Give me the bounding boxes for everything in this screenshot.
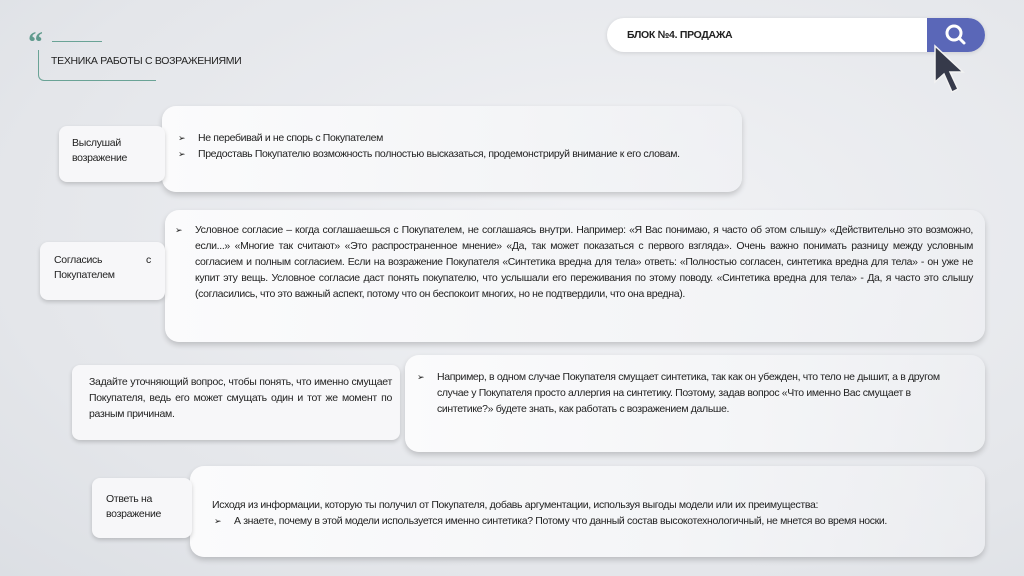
page-title: ТЕХНИКА РАБОТЫ С ВОЗРАЖЕНИЯМИ <box>51 55 242 67</box>
step-1-bullet: ➢ Предоставь Покупателю возможность полностью высказаться, продемонстрируй внимание к его словам. <box>176 146 736 162</box>
step-1-bullet: ➢ Не перебивай и не спорь с Покупателем <box>176 130 736 146</box>
search-bar[interactable] <box>607 18 985 52</box>
step-2-content-card <box>165 210 985 342</box>
header-bottom-line <box>44 80 156 81</box>
search-input[interactable]: БЛОК №4. ПРОДАЖА <box>627 29 733 41</box>
cursor-icon <box>932 44 968 96</box>
step-4-label: Ответь на возражение <box>92 478 192 538</box>
quote-icon: “ <box>28 26 43 59</box>
step-2-bullet: ➢ Условное согласие – когда соглашаешься с Покупателем, не соглашаясь внутри. Например: «Я Вас понимаю, я часто об этом слышу» «Действительно это возможно, если...» «Многие так считают» «Это распространенное мнение» «Да, так может показаться с первого взгляда». Очень важно понимать разницу между условным согласием и полным согласием. Если на возражение Покупателя «Синтетика вредна для тела» ответь: «Полностью согласен, синтетика вредна для тела» - он уже не купит эту вещь. Условное согласие даст понять покупателю, что услышали его переживания по этому поводу. «Синтетика вредна для тела» - Да, я часто это слышу (согласились, что это важный аспект, потому что он беспокоит многих, но не подтвердили, что она вредна). <box>173 222 973 302</box>
step-2-label: Согласись с Покупателем <box>40 242 165 300</box>
step-1-content-card <box>162 106 742 192</box>
step-4-intro: Исходя из информации, которую ты получил от Покупателя, добавь аргументации, используя выгоды модели или их преимущества: <box>212 499 819 511</box>
header-bracket <box>38 50 45 81</box>
step-4-bullet: ➢ А знаете, почему в этой модели используется именно синтетика? Потому что данный состав высокотехнологичный, не мнется во время носки. <box>212 513 982 529</box>
step-3-bullet: ➢ Например, в одном случае Покупателя смущает синтетика, так как он убежден, что тело не дышит, а в другом случае у Покупателя просто аллергия на синтетику. Поэтому, задав вопрос «Что именно Вас смущает в синтетике?» будете знать, как работать с возражением дальше. <box>415 369 940 417</box>
step-3-content-card <box>405 355 985 452</box>
step-3-label: Задайте уточняющий вопрос, чтобы понять, что именно смущает Покупателя, ведь его может смущать один и тот же момент по разным причинам. <box>72 365 400 440</box>
step-4-content-card <box>190 466 985 557</box>
step-1-label: Выслушай возражение <box>59 126 165 182</box>
header-accent-line <box>52 41 102 42</box>
